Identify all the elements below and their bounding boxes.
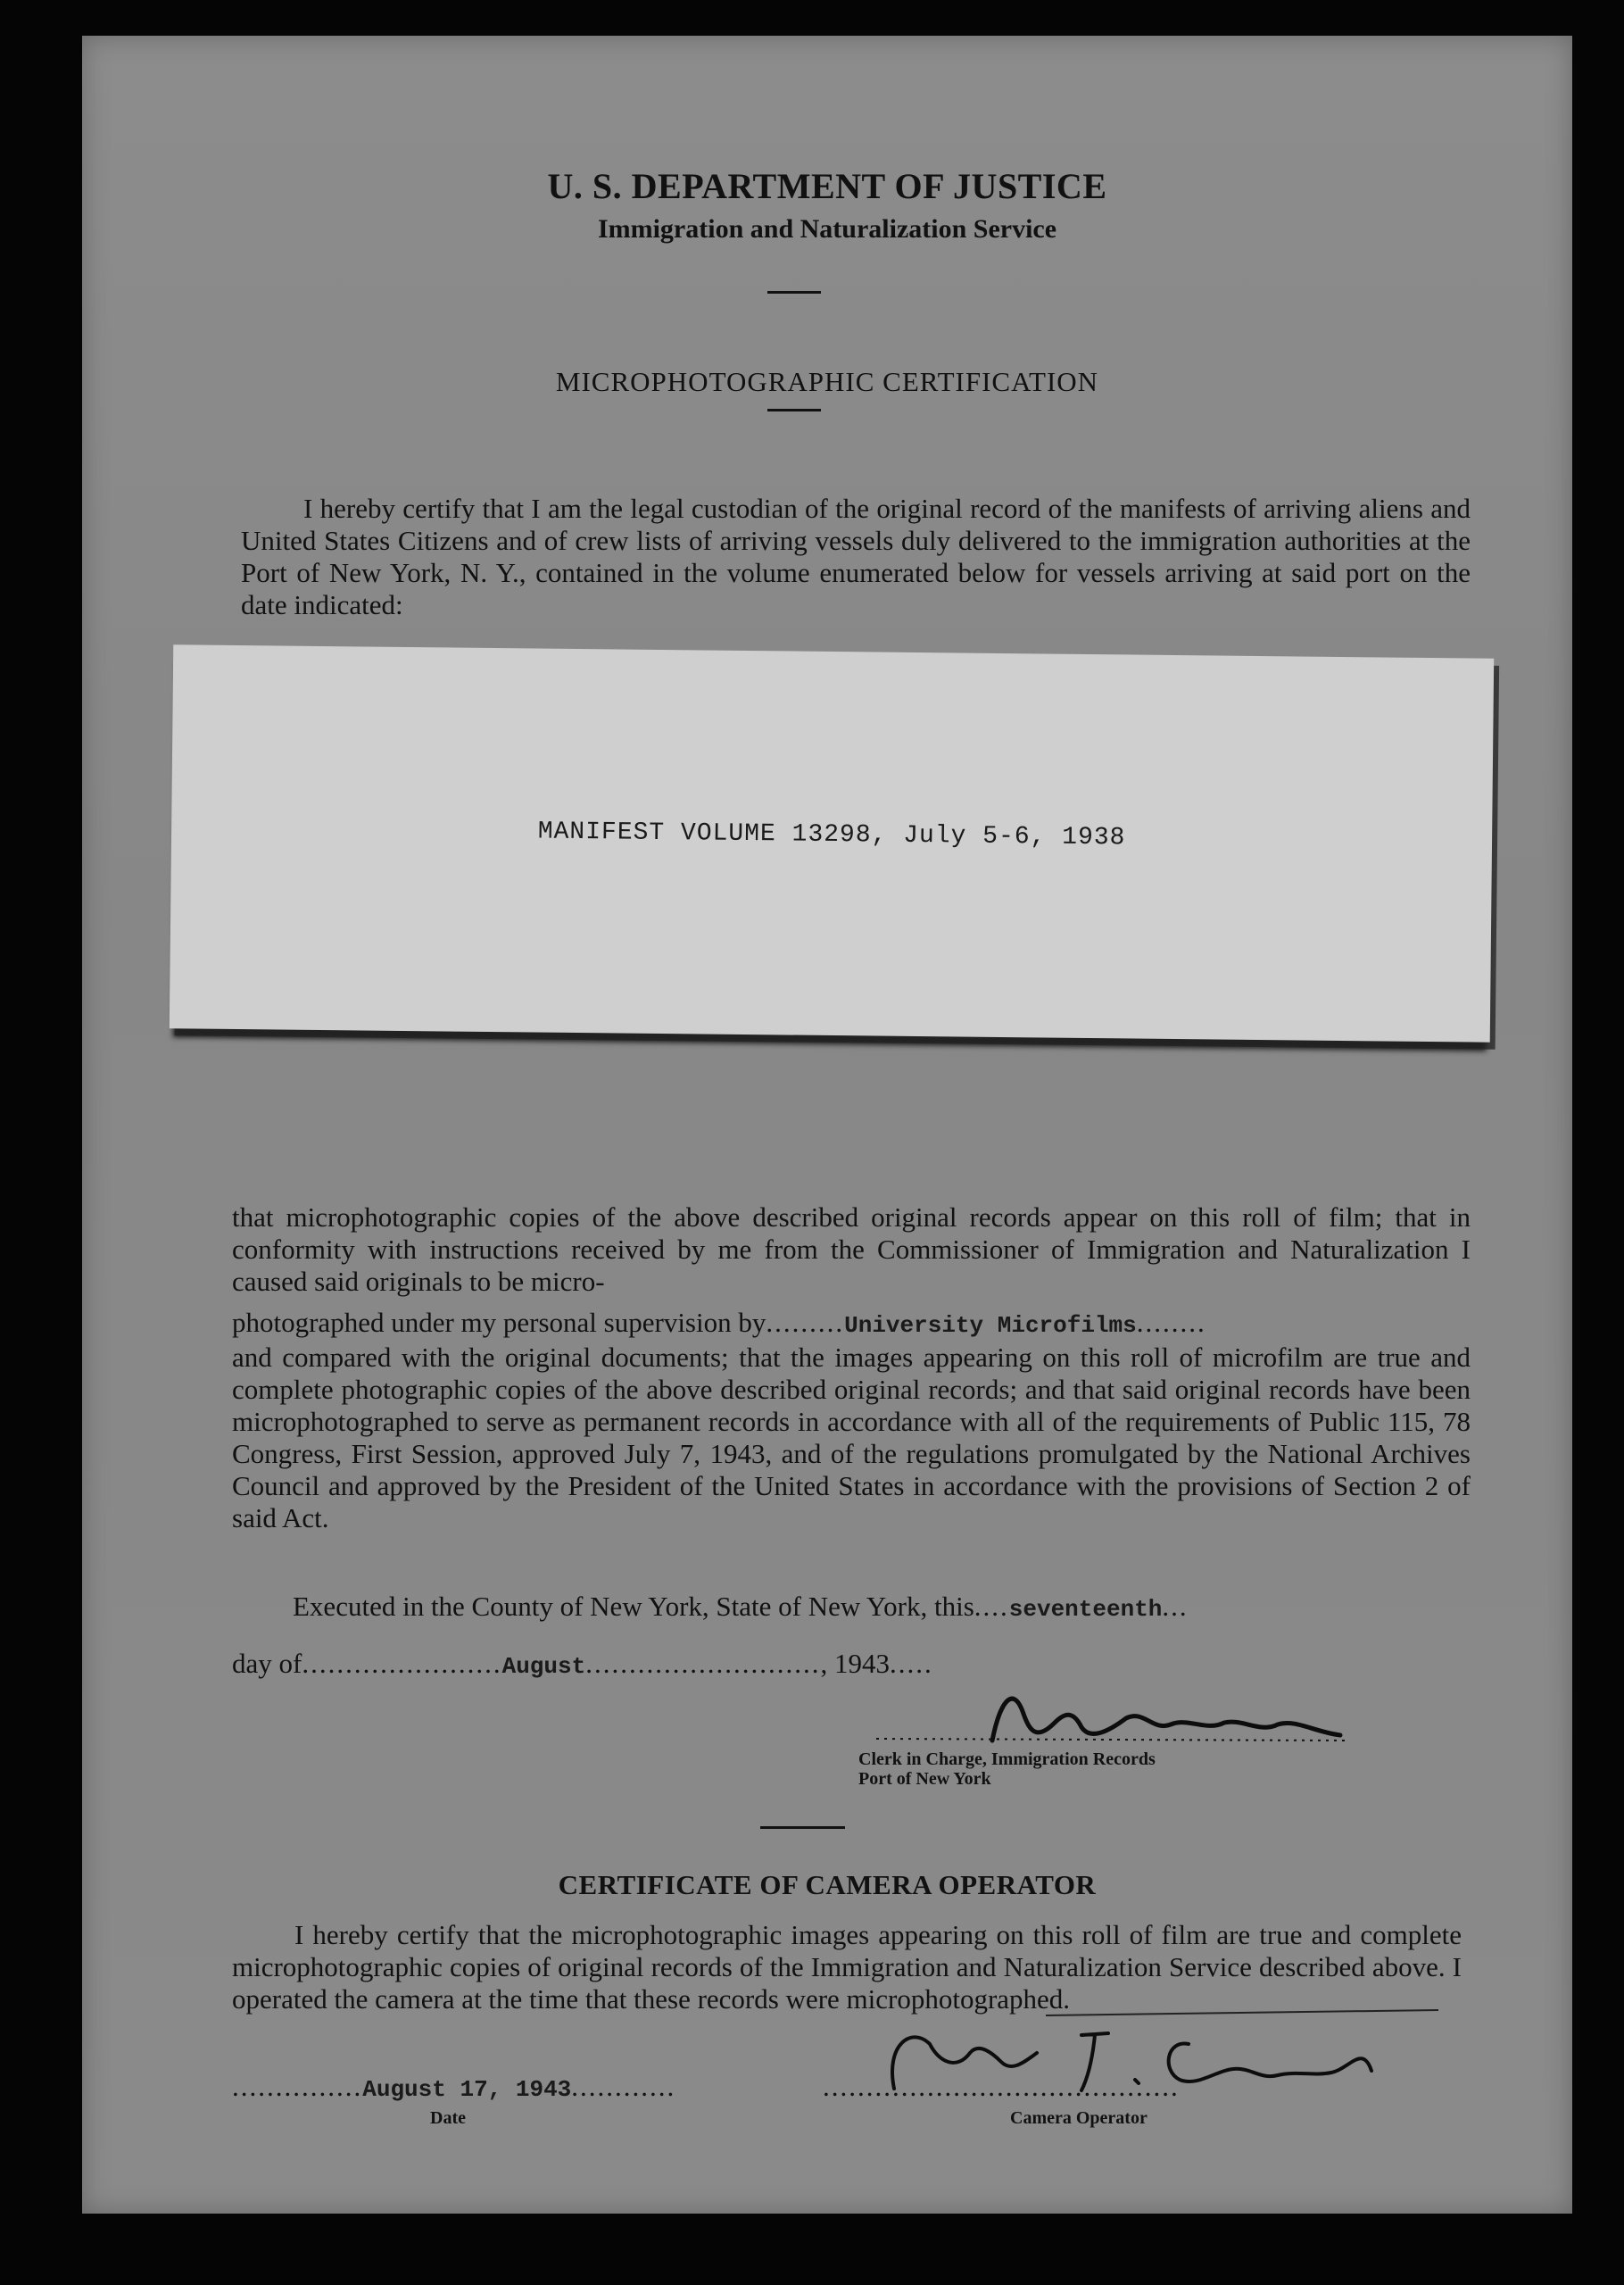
executed-prefix: Executed in the County of New York, State of New York, this [293,1591,974,1622]
camera-operator-label: Camera Operator [1010,2108,1148,2128]
camera-date-label: Date [430,2108,466,2128]
clerk-caption [858,1749,1156,1789]
divider [767,409,821,411]
executed-day: seventeenth [1008,1596,1163,1623]
department-subtitle: Immigration and Naturalization Service [597,214,1057,244]
camera-certificate-text: I hereby certify that the microphotographic images appearing on this roll of film are true and complete microphotographic copies of original records of the Immigration and Naturalization Service described above. I operated the camera at the time that these records were microphotographed. [232,1919,1462,2015]
day-of-prefix: day of [232,1648,302,1679]
department-title: U. S. DEPARTMENT OF JUSTICE [547,166,1107,206]
supervisor-name: University Microfilms [844,1312,1137,1339]
body-paragraph-1: that microphotographic copies of the above described original records appear on this roll of film; that in conformity with instructions received by me from the Commissioner of Immigration and Naturalization I caused said originals to be micro- [232,1201,1471,1297]
supervision-prefix: photographed under my personal supervision by [232,1307,766,1338]
certification-title: MICROPHOTOGRAPHIC CERTIFICATION [555,366,1099,397]
camera-certificate-title: CERTIFICATE OF CAMERA OPERATOR [558,1869,1097,1900]
body-paragraph-2: and compared with the original documents; that the images appearing on this roll of microfilm are true and complete photographic copies of the above described original records; and that said original records have been microphotographed to serve as permanent records in accordance with all of the requirements of Public 115, 78 Congress, First Session, approved July 7, 1943, and of the regulations promulgated by the National Archives Council and approved by the President of the United States in accordance with the provisions of Section 2 of said Act. [232,1342,1471,1533]
divider [767,291,821,294]
certification-body [232,1201,1471,1534]
divider [760,1826,845,1829]
manifest-volume-label: MANIFEST VOLUME 13298, July 5-6, 1938 [537,818,1126,852]
clerk-title: Clerk in Charge, Immigration Records [858,1749,1156,1769]
intro-paragraph: I hereby certify that I am the legal custodian of the original record of the manifests of arriving aliens and United States Citizens and of crew lists of arriving vessels duly delivered to the immigration authorities at the Port of New York, N. Y., contained in the volume enumerated below for vessels arriving at said port on the date indicated: [241,493,1471,620]
camera-date: August 17, 1943 [362,2076,572,2103]
execution-month: August [501,1653,586,1680]
camera-date-line: ...............August 17, 1943............ [232,2071,676,2103]
day-of-line: day of.......................August..........................., 1943..... [232,1648,933,1680]
executed-line: Executed in the County of New York, State of New York, this....seventeenth... [293,1591,1189,1623]
execution-year: 1943 [833,1648,890,1679]
certification-intro [241,493,1471,621]
certificate-page [82,36,1572,2214]
manifest-volume-slip [170,644,1494,1042]
clerk-port: Port of New York [858,1769,991,1789]
camera-operator-line: ......................................... [823,2071,1180,2102]
supervision-line: photographed under my personal supervision by.........University Microfilms........ [232,1307,1206,1339]
